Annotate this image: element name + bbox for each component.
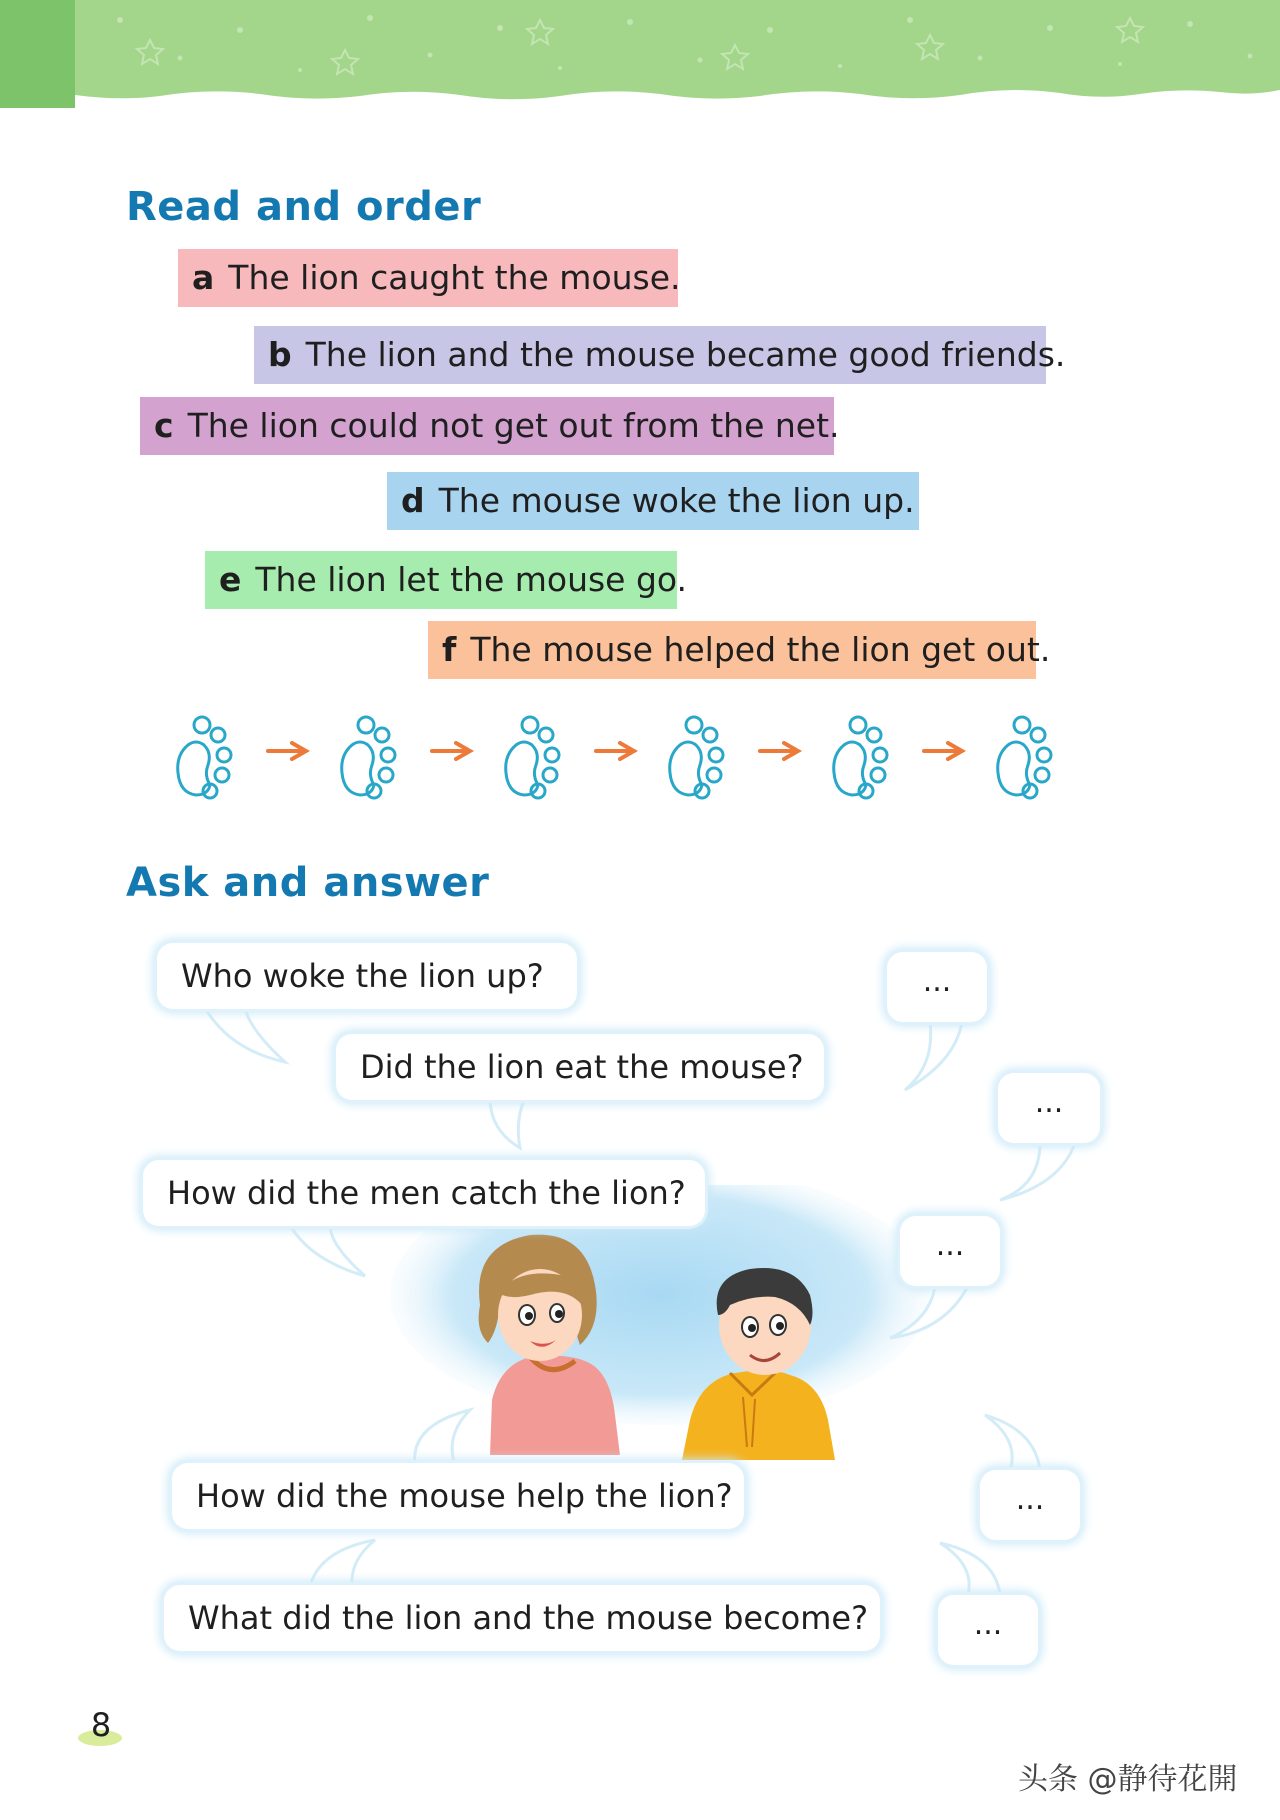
- sentence-text: The lion could not get out from the net.: [187, 406, 840, 445]
- sentence-strip-a: [178, 249, 681, 307]
- answer-bubble-1: ...: [887, 952, 987, 1022]
- sentence-text: The lion let the mouse go.: [255, 560, 688, 599]
- sentence-text: The lion caught the mouse.: [228, 258, 681, 297]
- question-bubble-4: How did the mouse help the lion?: [172, 1463, 744, 1529]
- question-bubble-1: Who woke the lion up?: [157, 943, 577, 1009]
- order-answer-row: [160, 705, 1060, 805]
- header-band: [0, 0, 1280, 112]
- sentence-strip-e: [205, 551, 688, 609]
- sentence-letter: b: [268, 335, 292, 374]
- question-bubble-2: Did the lion eat the mouse?: [336, 1034, 824, 1100]
- arrow-right-icon: [924, 743, 962, 759]
- sentence-letter: f: [442, 630, 457, 669]
- answer-bubble-4: ...: [980, 1470, 1080, 1540]
- sentence-text: The mouse helped the lion get out.: [470, 630, 1051, 669]
- sentence-letter: c: [154, 406, 174, 445]
- paw-print-icon[interactable]: [506, 717, 559, 798]
- sentence-strip-b: [254, 326, 1066, 384]
- arrow-right-icon: [432, 743, 470, 759]
- ask-and-answer-title: Ask and answer: [126, 860, 490, 906]
- paw-print-icon[interactable]: [342, 717, 395, 798]
- watermark: 头条 @静待花開: [1018, 1762, 1238, 1797]
- sentence-text: The mouse woke the lion up.: [438, 481, 915, 520]
- page-number: 8: [90, 1706, 112, 1744]
- paw-print-icon[interactable]: [178, 717, 231, 798]
- paw-print-icon[interactable]: [998, 717, 1051, 798]
- read-and-order-title: Read and order: [126, 184, 482, 230]
- sentence-strip-f: [428, 621, 1051, 679]
- paw-print-icon[interactable]: [834, 717, 887, 798]
- header-stars-decoration: [0, 0, 1280, 112]
- arrow-right-icon: [268, 743, 306, 759]
- sentence-strip-d: [387, 472, 919, 530]
- sentence-letter: e: [219, 560, 242, 599]
- answer-bubble-5: ...: [938, 1595, 1038, 1665]
- arrow-right-icon: [760, 743, 798, 759]
- arrow-right-icon: [596, 743, 634, 759]
- sentence-letter: d: [401, 481, 425, 520]
- answer-bubble-3: ...: [900, 1216, 1000, 1286]
- sentence-strip-c: [140, 397, 840, 455]
- question-bubble-5: What did the lion and the mouse become?: [164, 1585, 880, 1651]
- answer-bubble-2: ...: [998, 1073, 1100, 1143]
- sentence-text: The lion and the mouse became good friends.: [305, 335, 1066, 374]
- question-bubble-3: How did the men catch the lion?: [143, 1160, 705, 1226]
- paw-print-icon[interactable]: [670, 717, 723, 798]
- girl-and-boy-talking-illustration: [380, 1185, 940, 1505]
- sentence-letter: a: [192, 258, 215, 297]
